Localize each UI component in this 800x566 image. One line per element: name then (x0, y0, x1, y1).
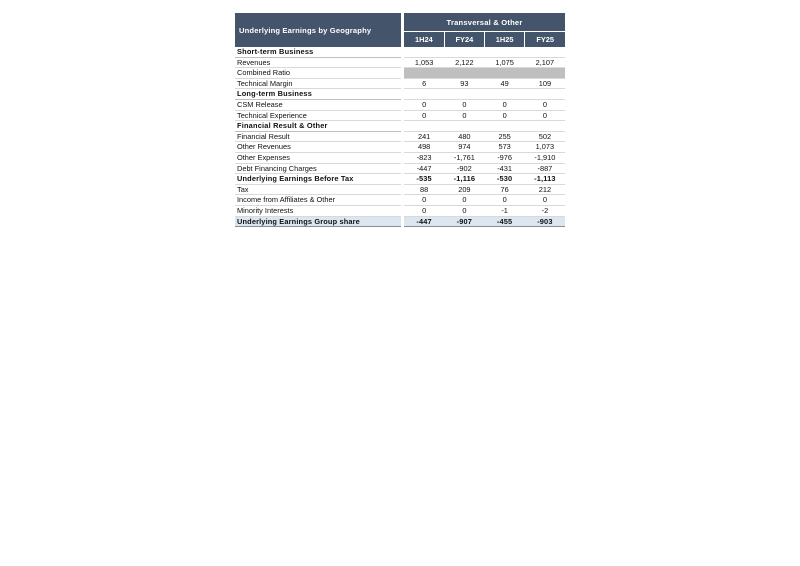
value-cell-fy25: -1,113 (525, 174, 565, 185)
value-cell-fy24: 0 (444, 99, 484, 110)
value-cell-fy25 (525, 47, 565, 57)
value-cell-fy24: 480 (444, 131, 484, 142)
table-row-underlying-earnings-group-share (235, 216, 565, 227)
value-cell-1h24: -447 (404, 163, 444, 174)
row-label: Technical Experience (235, 110, 401, 121)
table-row-debt-financing-charges (235, 163, 565, 174)
table-row-financial-result (235, 131, 565, 142)
section-label: Short-term Business (235, 47, 401, 57)
table-body (235, 47, 565, 227)
value-cell-1h24 (404, 89, 444, 100)
row-label: Underlying Earnings Group share (235, 216, 401, 227)
row-label: CSM Release (235, 99, 401, 110)
table-row-technical-margin (235, 78, 565, 89)
row-label: Tax (235, 184, 401, 195)
value-cell-fy25: 0 (525, 195, 565, 206)
row-label: Revenues (235, 57, 401, 68)
value-cell-1h24 (404, 47, 444, 57)
table-row-technical-experience (235, 110, 565, 121)
section-label: Long-term Business (235, 89, 401, 100)
value-cell-1h24: 0 (404, 195, 444, 206)
row-label: Financial Result (235, 131, 401, 142)
value-cell-1h24: -823 (404, 152, 444, 163)
value-cell-1h25: 49 (485, 78, 525, 89)
value-cell-1h25: 0 (485, 99, 525, 110)
value-cell-1h24 (404, 121, 444, 132)
value-cell-1h25 (485, 89, 525, 100)
segment-header: Transversal & Other (404, 13, 565, 32)
value-cell-1h24: 6 (404, 78, 444, 89)
period-header-fy24: FY24 (444, 32, 484, 48)
value-cell-1h25: 255 (485, 131, 525, 142)
value-cell-1h24: 498 (404, 142, 444, 153)
value-cell-fy25: 109 (525, 78, 565, 89)
table-row-tax (235, 184, 565, 195)
table-row-minority-interests (235, 205, 565, 216)
value-cell-1h25: -431 (485, 163, 525, 174)
value-cell-1h25: -1 (485, 205, 525, 216)
value-cell-1h24: 0 (404, 205, 444, 216)
value-cell-1h25 (485, 68, 525, 79)
table-row-combined-ratio (235, 68, 565, 79)
table-title: Underlying Earnings by Geography (235, 13, 401, 47)
value-cell-fy24: 0 (444, 195, 484, 206)
value-cell-1h24: -447 (404, 216, 444, 227)
value-cell-1h24: 0 (404, 110, 444, 121)
value-cell-1h25: -530 (485, 174, 525, 185)
table-row-revenues (235, 57, 565, 68)
earnings-sheet (235, 13, 565, 227)
table-row-other-revenues (235, 142, 565, 153)
value-cell-fy24 (444, 47, 484, 57)
section-header-row-financial-result-other (235, 121, 565, 132)
value-cell-fy24: 0 (444, 110, 484, 121)
value-cell-fy25: 502 (525, 131, 565, 142)
value-cell-1h25: 0 (485, 195, 525, 206)
value-cell-1h24 (404, 68, 444, 79)
value-cell-1h24: 1,053 (404, 57, 444, 68)
table-row-csm-release (235, 99, 565, 110)
underlying-earnings-table (235, 13, 565, 227)
value-cell-1h24: 0 (404, 99, 444, 110)
value-cell-fy25: 212 (525, 184, 565, 195)
value-cell-1h25: 1,075 (485, 57, 525, 68)
value-cell-fy24: 2,122 (444, 57, 484, 68)
row-label: Other Expenses (235, 152, 401, 163)
value-cell-fy24 (444, 89, 484, 100)
period-header-1h25: 1H25 (485, 32, 525, 48)
value-cell-fy25: 1,073 (525, 142, 565, 153)
section-header-row-short-term-business (235, 47, 565, 57)
value-cell-fy24 (444, 68, 484, 79)
period-header-1h24: 1H24 (404, 32, 444, 48)
value-cell-1h25: -455 (485, 216, 525, 227)
value-cell-fy24: 0 (444, 205, 484, 216)
row-label: Technical Margin (235, 78, 401, 89)
value-cell-fy25: -903 (525, 216, 565, 227)
value-cell-1h25 (485, 47, 525, 57)
value-cell-fy24: -907 (444, 216, 484, 227)
row-label: Minority Interests (235, 205, 401, 216)
value-cell-fy25: -1,910 (525, 152, 565, 163)
row-label: Other Revenues (235, 142, 401, 153)
row-label: Underlying Earnings Before Tax (235, 174, 401, 185)
value-cell-fy25 (525, 68, 565, 79)
section-header-row-long-term-business (235, 89, 565, 100)
value-cell-1h25: 76 (485, 184, 525, 195)
value-cell-1h25 (485, 121, 525, 132)
row-label: Income from Affiliates & Other (235, 195, 401, 206)
value-cell-fy24: 93 (444, 78, 484, 89)
table-row-underlying-earnings-before-tax (235, 174, 565, 185)
value-cell-1h24: 241 (404, 131, 444, 142)
value-cell-fy24: -1,116 (444, 174, 484, 185)
value-cell-fy25: 0 (525, 99, 565, 110)
row-label: Debt Financing Charges (235, 163, 401, 174)
value-cell-fy24: -902 (444, 163, 484, 174)
value-cell-1h24: -535 (404, 174, 444, 185)
row-label: Combined Ratio (235, 68, 401, 79)
value-cell-fy25: -887 (525, 163, 565, 174)
value-cell-1h25: 0 (485, 110, 525, 121)
value-cell-1h25: 573 (485, 142, 525, 153)
value-cell-fy24 (444, 121, 484, 132)
table-row-other-expenses (235, 152, 565, 163)
period-header-fy25: FY25 (525, 32, 565, 48)
value-cell-fy24: -1,761 (444, 152, 484, 163)
value-cell-fy25: 2,107 (525, 57, 565, 68)
value-cell-fy25 (525, 121, 565, 132)
value-cell-fy25: -2 (525, 205, 565, 216)
value-cell-fy25: 0 (525, 110, 565, 121)
value-cell-1h24: 88 (404, 184, 444, 195)
table-row-income-from-affiliates-other (235, 195, 565, 206)
value-cell-fy24: 974 (444, 142, 484, 153)
value-cell-1h25: -976 (485, 152, 525, 163)
value-cell-fy25 (525, 89, 565, 100)
value-cell-fy24: 209 (444, 184, 484, 195)
section-label: Financial Result & Other (235, 121, 401, 132)
